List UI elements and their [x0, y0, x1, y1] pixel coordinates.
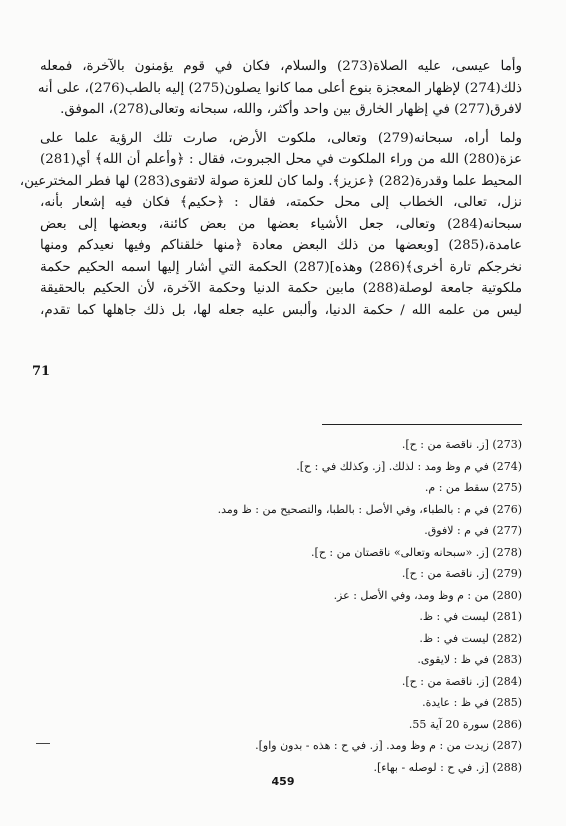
- footnote: (277) في م : لافوق.: [424, 524, 522, 537]
- footnote: (276) في م : بالطباء، وفي الأصل : بالطبا، والتصحيح من : ظ ومد.: [217, 502, 522, 516]
- body-line: ولما أراه، سبحانه(279) وتعالى، ملكوت الأرض، صارت تلك الرؤية علما على: [40, 130, 522, 146]
- footnote: (286) سورة 20 آية 55.: [408, 717, 522, 731]
- margin-folio-number: 71: [32, 364, 51, 379]
- body-line: عامدة،(285) [وبعضها من ذلك البعض معادة ﴿منها خلقناكم وفيها نعيدكم ومنها: [40, 238, 522, 253]
- footnote: (278) [ز. «سبحانه وتعالى» ناقصتان من : ح].: [311, 545, 522, 559]
- footnote: (287) زيدت من : م وظ ومد. [ز. في ح : هذه - بدون واو].: [255, 739, 522, 752]
- body-line: عزة(280) الله من وراء الملكوت في محل الجبروت، فقال : ﴿وأعلم أن الله﴾ أي(281): [40, 152, 522, 167]
- footnote: (274) في م وظ ومد : لذلك. [ز. وكذلك في : ح].: [296, 459, 522, 473]
- footnotes: [180, 434, 522, 778]
- body-line: نخرجكم تارة أخرى﴾(286) وهذه](287) الحكمة التي أشار إليها اسمه الحكيم حكمة: [40, 259, 522, 275]
- body-line: ليس من علمه الله / حكمة الدنيا، وألبس عليه جعله لها، بل ذلك جاهلها كما تقدم،: [40, 302, 522, 318]
- margin-dash-mark: [36, 743, 50, 744]
- footnote: (284) [ز. ناقصة من : ح].: [401, 674, 522, 688]
- body-line: ملكوتية جامعة لوصلة(288) مابين حكمة الدنيا وحكمة الآخرة، لأن الحكيم بالحقيقة: [40, 281, 522, 296]
- footnote: (283) في ظ : لايقوى.: [417, 653, 522, 666]
- body-line: وأما عيسى، عليه الصلاة(273) والسلام، فكان في قوم يؤمنون بالآخرة، فمعله: [40, 59, 522, 74]
- footnote: (285) في ظ : عايدة.: [422, 696, 522, 709]
- body-line: نزل، تعالى، الخطاب إلى محل حكمته، فقال : ﴿حكيم﴾ فكان فيه إشعار بأنه،: [40, 195, 522, 210]
- body-line: ذلك(274) لإظهار المعجزة بنوع أعلى مما كانوا يصلون(275) إليه بالطب(276)، على أنه: [37, 80, 522, 96]
- footnote: (282) ليست في : ظ.: [419, 631, 522, 645]
- footnote: (275) سقط من : م.: [424, 481, 522, 494]
- footnote: (288) [ز. في ح : لوصله - بهاء].: [373, 760, 522, 774]
- footnote-separator: [322, 424, 522, 425]
- body-line: لافرق(277) في إظهار الخارق بين واحد وأكثر، والله، سبحانه وتعالى(278)، الموفق.: [60, 102, 522, 117]
- footnote: (273) [ز. ناقصة من : ح].: [401, 438, 522, 451]
- page-number: 459: [271, 775, 295, 788]
- main-text: [19, 56, 522, 321]
- footnote: (280) من : م وظ ومد، وفي الأصل : عز.: [333, 588, 522, 602]
- footnote: (281) ليست في : ظ.: [419, 610, 522, 623]
- body-line: المحيط علما وقدرة(282) ﴿عزيز﴾. ولما كان للعزة صولة لاتقوى(283) لها فطر المخترعين،: [19, 173, 522, 189]
- footnote: (279) [ز. ناقصة من : ح].: [401, 567, 522, 580]
- body-line: سبحانه(284) وتعالى، جعل الأشياء بعضها من بعض كائنة، وبعضها إلى بعض: [40, 216, 522, 232]
